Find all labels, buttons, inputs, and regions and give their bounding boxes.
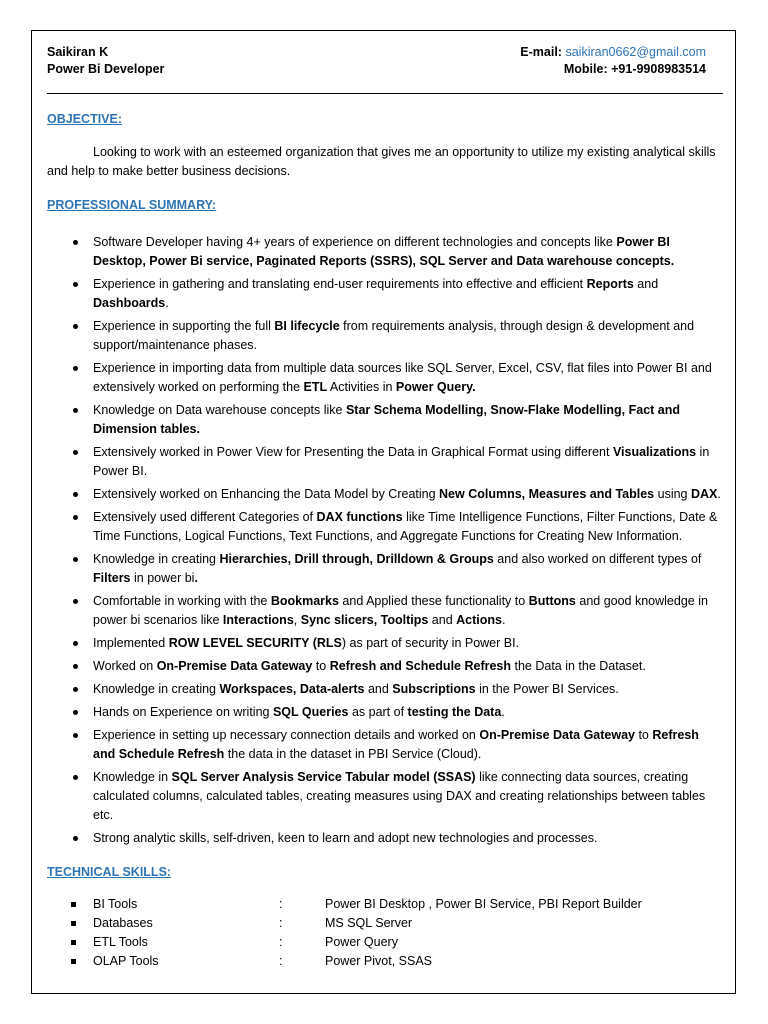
summary-item-text: . bbox=[165, 296, 169, 310]
summary-item-text: Knowledge in creating bbox=[93, 682, 220, 696]
summary-item-text: . bbox=[501, 705, 505, 719]
summary-item-bold-text: Interactions bbox=[222, 613, 294, 627]
summary-item bbox=[47, 634, 723, 653]
summary-item-bold-text: Sync slicers, Tooltips bbox=[300, 613, 429, 627]
skills-heading: TECHNICAL SKILLS: bbox=[47, 865, 172, 879]
summary-item-bold-text: Subscriptions bbox=[392, 682, 476, 696]
mobile-line bbox=[520, 61, 706, 78]
summary-item-text: to bbox=[634, 728, 653, 742]
skill-value: Power Query bbox=[325, 935, 398, 949]
summary-item-bold-text: DAX functions bbox=[316, 510, 403, 524]
objective-heading: OBJECTIVE: bbox=[47, 112, 123, 126]
summary-item-bold-text: . bbox=[194, 571, 198, 585]
summary-item-bold-text: New Columns, Measures and Tables bbox=[439, 487, 655, 501]
summary-item bbox=[47, 317, 723, 355]
summary-item-bold-text: Bookmarks bbox=[270, 594, 339, 608]
summary-item-text: using bbox=[654, 487, 691, 501]
summary-item-text: . bbox=[717, 487, 721, 501]
summary-item-bold-text: Refresh and Schedule Refresh bbox=[93, 728, 699, 761]
summary-item-text: Experience in importing data from multiple data sources like SQL Server, Excel, CSV, flat files into Power BI and extensively worked on performing the bbox=[93, 361, 712, 394]
summary-item-text: to bbox=[312, 659, 330, 673]
summary-item-bold-text: ROW LEVEL SECURITY (RLS bbox=[168, 636, 342, 650]
summary-heading: PROFESSIONAL SUMMARY: bbox=[47, 198, 217, 212]
summary-item-bold-text: Refresh and Schedule Refresh bbox=[329, 659, 512, 673]
candidate-role: Power Bi Developer bbox=[47, 62, 165, 76]
email-link[interactable]: saikiran0662@gmail.com bbox=[565, 45, 706, 59]
summary-item-bold-text: Power Query. bbox=[395, 380, 476, 394]
summary-item-bold-text: ETL bbox=[303, 380, 328, 394]
skill-value: MS SQL Server bbox=[325, 916, 413, 930]
summary-item bbox=[47, 592, 723, 630]
summary-item-text: in power bi bbox=[130, 571, 195, 585]
summary-item-text: Experience in gathering and translating end-user requirements into effective and efficient bbox=[93, 277, 587, 291]
summary-item-bold-text: On-Premise Data Gateway bbox=[479, 728, 635, 742]
skill-row bbox=[47, 895, 723, 914]
summary-item-text: ) as part of security in Power BI. bbox=[341, 636, 520, 650]
summary-item-text: Knowledge on Data warehouse concepts like bbox=[93, 403, 346, 417]
summary-item-bold-text: SQL Server Analysis Service Tabular model (SSAS) bbox=[171, 770, 476, 784]
summary-item-text: Extensively worked in Power View for Presenting the Data in Graphical Format using different bbox=[93, 445, 613, 459]
summary-item-text: in Power BI. bbox=[93, 445, 710, 478]
skill-label: ETL Tools bbox=[93, 935, 148, 949]
summary-item-text: . bbox=[501, 613, 506, 627]
summary-item bbox=[47, 703, 723, 722]
square-bullet-icon bbox=[71, 959, 76, 964]
header-right bbox=[520, 44, 706, 78]
summary-item-bold-text: Visualizations bbox=[612, 445, 697, 459]
summary-item-text: and bbox=[364, 682, 393, 696]
summary-item-text: the Data in the Dataset. bbox=[511, 659, 646, 673]
summary-item-bold-text: Workspaces, Data-alerts bbox=[219, 682, 365, 696]
skill-row bbox=[47, 914, 723, 933]
summary-item-text: Knowledge in bbox=[93, 770, 172, 784]
summary-item-text: and Applied these functionality to bbox=[338, 594, 529, 608]
header-left bbox=[47, 44, 164, 78]
summary-item-text: and bbox=[428, 613, 457, 627]
mobile-number: +91-9908983514 bbox=[611, 62, 706, 76]
summary-item-text: as part of bbox=[348, 705, 408, 719]
mobile-label: Mobile: bbox=[563, 62, 608, 76]
skill-label: OLAP Tools bbox=[93, 954, 159, 968]
summary-item-bold-text: Reports bbox=[586, 277, 634, 291]
summary-item-bold-text: On-Premise Data Gateway bbox=[156, 659, 313, 673]
summary-item bbox=[47, 680, 723, 699]
summary-item bbox=[47, 508, 723, 546]
summary-item-text: Implemented bbox=[93, 636, 169, 650]
summary-item-text: in the Power BI Services. bbox=[475, 682, 619, 696]
skill-label: Databases bbox=[93, 916, 153, 930]
summary-item bbox=[47, 768, 723, 825]
summary-item-bold-text: Hierarchies, Drill through, Drilldown & Groups bbox=[219, 552, 494, 566]
summary-item-text: Software Developer having 4+ years of experience on different technologies and concepts like bbox=[93, 235, 617, 249]
summary-item-text: and also worked on different types of bbox=[493, 552, 702, 566]
skill-label: BI Tools bbox=[93, 897, 138, 911]
summary-item bbox=[47, 829, 723, 848]
skill-value: Power Pivot, SSAS bbox=[325, 954, 432, 968]
summary-item-text: Extensively worked on Enhancing the Data Model by Creating bbox=[93, 487, 440, 501]
summary-item-bold-text: Power BI Desktop, Power Bi service, Paginated Reports (SSRS), SQL Server and Data warehouse concepts. bbox=[93, 235, 675, 268]
email-label: E-mail: bbox=[520, 45, 562, 59]
objective-text: Looking to work with an esteemed organization that gives me an opportunity to utilize my existing analytical skills and help to make better business decisions. bbox=[47, 145, 716, 178]
summary-item bbox=[47, 657, 723, 676]
summary-item-bold-text: Buttons bbox=[528, 594, 576, 608]
skill-colon: : bbox=[279, 954, 283, 968]
summary-item bbox=[47, 485, 723, 504]
summary-item-text: like connecting data sources, creating calculated columns, calculated tables, creating measures using DAX and creating relationships between tables etc. bbox=[93, 770, 706, 822]
summary-item bbox=[47, 275, 723, 313]
email-line bbox=[520, 44, 706, 61]
summary-item-text: Strong analytic skills, self-driven, keen to learn and adopt new technologies and processes. bbox=[93, 831, 598, 845]
summary-item-text: Worked on bbox=[93, 659, 157, 673]
summary-item-text: the data in the dataset in PBI Service (Cloud). bbox=[224, 747, 482, 761]
summary-item-text: Hands on Experience on writing bbox=[93, 705, 273, 719]
skill-colon: : bbox=[279, 897, 283, 911]
candidate-name: Saikiran K bbox=[47, 45, 109, 59]
summary-item bbox=[47, 401, 723, 439]
square-bullet-icon bbox=[71, 940, 76, 945]
skill-colon: : bbox=[279, 916, 283, 930]
summary-item-bold-text: Star Schema Modelling, Snow-Flake Modelling, Fact and Dimension tables. bbox=[93, 403, 681, 436]
summary-item bbox=[47, 443, 723, 481]
summary-item bbox=[47, 726, 723, 764]
summary-item-text: from requirements analysis, through design & development and support/maintenance phases. bbox=[93, 319, 695, 352]
summary-item-text: Experience in supporting the full bbox=[93, 319, 275, 333]
summary-item-text: , bbox=[293, 613, 301, 627]
summary-item-text: Extensively used different Categories of bbox=[93, 510, 317, 524]
summary-item-bold-text: Dashboards bbox=[93, 296, 166, 310]
summary-item-bold-text: Actions bbox=[456, 613, 502, 627]
skills-table bbox=[47, 895, 723, 971]
summary-item bbox=[47, 550, 723, 588]
summary-item-text: like Time Intelligence Functions, Filter Functions, Date & Time Functions, Logical Functions, Text Functions, and Aggregate Functions for Creating New Information. bbox=[93, 510, 718, 543]
square-bullet-icon bbox=[71, 902, 76, 907]
summary-list bbox=[47, 233, 723, 852]
summary-item-text: Knowledge in creating bbox=[93, 552, 220, 566]
summary-item-bold-text: DAX bbox=[690, 487, 718, 501]
summary-item-text: and bbox=[633, 277, 659, 291]
square-bullet-icon bbox=[71, 921, 76, 926]
summary-item-text: and good knowledge in power bi scenarios like bbox=[93, 594, 708, 627]
summary-item-text: Activities in bbox=[327, 380, 396, 394]
summary-item-bold-text: testing the Data bbox=[407, 705, 502, 719]
summary-item bbox=[47, 359, 723, 397]
skill-row bbox=[47, 952, 723, 971]
header-divider bbox=[47, 93, 723, 94]
summary-item-text: Experience in setting up necessary connection details and worked on bbox=[93, 728, 480, 742]
skill-row bbox=[47, 933, 723, 952]
summary-item-text: Comfortable in working with the bbox=[93, 594, 271, 608]
summary-item bbox=[47, 233, 723, 271]
summary-item-bold-text: BI lifecycle bbox=[274, 319, 340, 333]
summary-item-bold-text: Filters bbox=[93, 571, 131, 585]
skill-value: Power BI Desktop , Power BI Service, PBI Report Builder bbox=[325, 897, 642, 911]
summary-item-bold-text: SQL Queries bbox=[272, 705, 349, 719]
skill-colon: : bbox=[279, 935, 283, 949]
